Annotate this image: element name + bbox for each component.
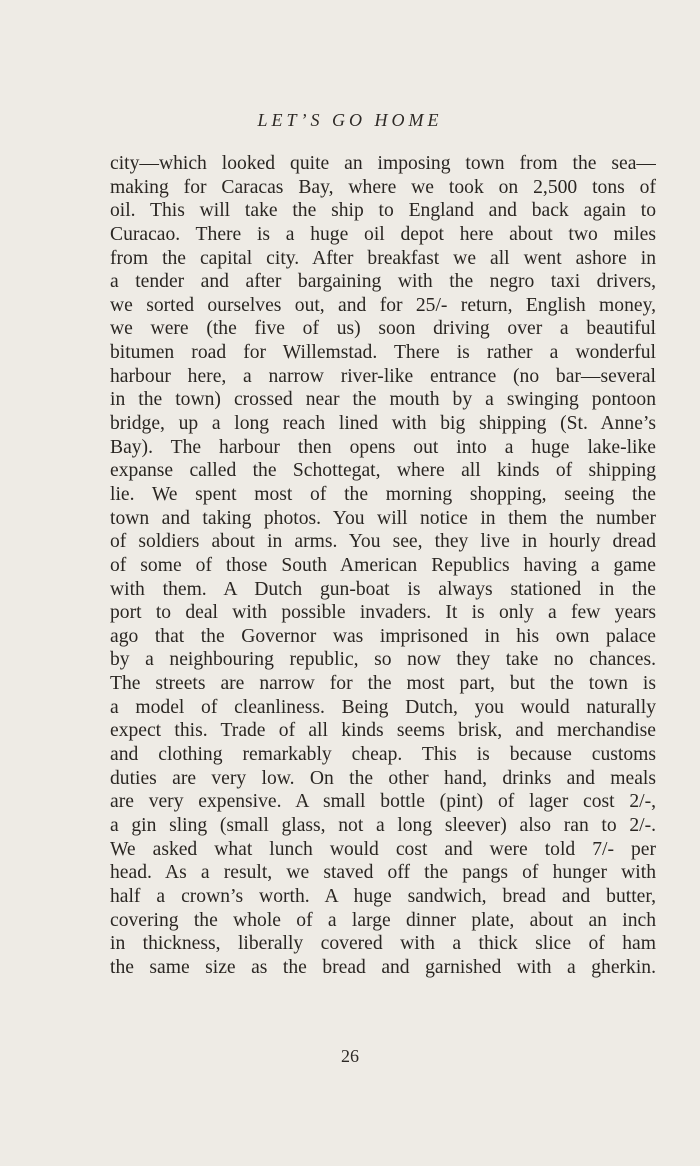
text-line: bitumen road for Willemstad. There is rather a wonderful bbox=[110, 342, 656, 364]
text-line: a model of cleanliness. Being Dutch, you would naturally bbox=[110, 696, 656, 718]
text-line: and clothing remarkably cheap. This is because customs bbox=[110, 744, 656, 766]
text-line: of some of those South American Republics having a game bbox=[110, 554, 656, 576]
text-line: half a crown’s worth. A huge sandwich, bread and butter, bbox=[110, 885, 656, 907]
body-text bbox=[110, 152, 656, 979]
text-line: Curacao. There is a huge oil depot here about two miles bbox=[110, 223, 656, 245]
text-line: bridge, up a long reach lined with big shipping (St. Anne’s bbox=[110, 413, 656, 435]
text-line: port to deal with possible invaders. It is only a few years bbox=[110, 602, 656, 624]
text-line: expect this. Trade of all kinds seems brisk, and merchandise bbox=[110, 720, 656, 742]
text-line: duties are very low. On the other hand, drinks and meals bbox=[110, 767, 656, 789]
text-line: in the town) crossed near the mouth by a swinging pontoon bbox=[110, 389, 656, 411]
text-line: of soldiers about in arms. You see, they live in hourly dread bbox=[110, 531, 656, 553]
text-line: city—which looked quite an imposing town from the sea— bbox=[110, 153, 656, 174]
text-line: head. As a result, we staved off the pangs of hunger with bbox=[110, 862, 656, 884]
text-line: by a neighbouring republic, so now they take no chances. bbox=[110, 649, 656, 671]
text-line: a tender and after bargaining with the negro taxi drivers, bbox=[110, 271, 656, 293]
text-line: making for Caracas Bay, where we took on 2,500 tons of bbox=[110, 176, 656, 198]
text-line: expanse called the Schottegat, where all kinds of shipping bbox=[110, 460, 656, 482]
text-line: The streets are narrow for the most part, but the town is bbox=[110, 673, 656, 695]
text-line: We asked what lunch would cost and were told 7/- per bbox=[110, 838, 656, 860]
text-line: the same size as the bread and garnished with a gherkin. bbox=[110, 956, 656, 978]
text-line: with them. A Dutch gun-boat is always stationed in the bbox=[110, 578, 656, 600]
text-line: Bay). The harbour then opens out into a huge lake-like bbox=[110, 436, 656, 458]
text-line: from the capital city. After breakfast we all went ashore in bbox=[110, 247, 656, 269]
text-line: in thickness, liberally covered with a thick slice of ham bbox=[110, 933, 656, 955]
text-line: town and taking photos. You will notice in them the number bbox=[110, 507, 656, 529]
text-line: we were (the five of us) soon driving over a beautiful bbox=[110, 318, 656, 340]
text-line: lie. We spent most of the morning shopping, seeing the bbox=[110, 483, 656, 505]
page-number: 26 bbox=[341, 1046, 359, 1066]
text-line: harbour here, a narrow river-like entrance (no bar—several bbox=[110, 365, 656, 387]
text-line: ago that the Governor was imprisoned in his own palace bbox=[110, 625, 656, 647]
text-line: a gin sling (small glass, not a long sleever) also ran to 2/-. bbox=[110, 814, 656, 836]
text-line: covering the whole of a large dinner plate, about an inch bbox=[110, 909, 656, 931]
text-line: oil. This will take the ship to England and back again to bbox=[110, 200, 656, 222]
running-head: LET’S GO HOME bbox=[257, 110, 443, 130]
text-line: are very expensive. A small bottle (pint) of lager cost 2/-, bbox=[110, 791, 656, 813]
text-line: we sorted ourselves out, and for 25/- return, English money, bbox=[110, 294, 656, 316]
